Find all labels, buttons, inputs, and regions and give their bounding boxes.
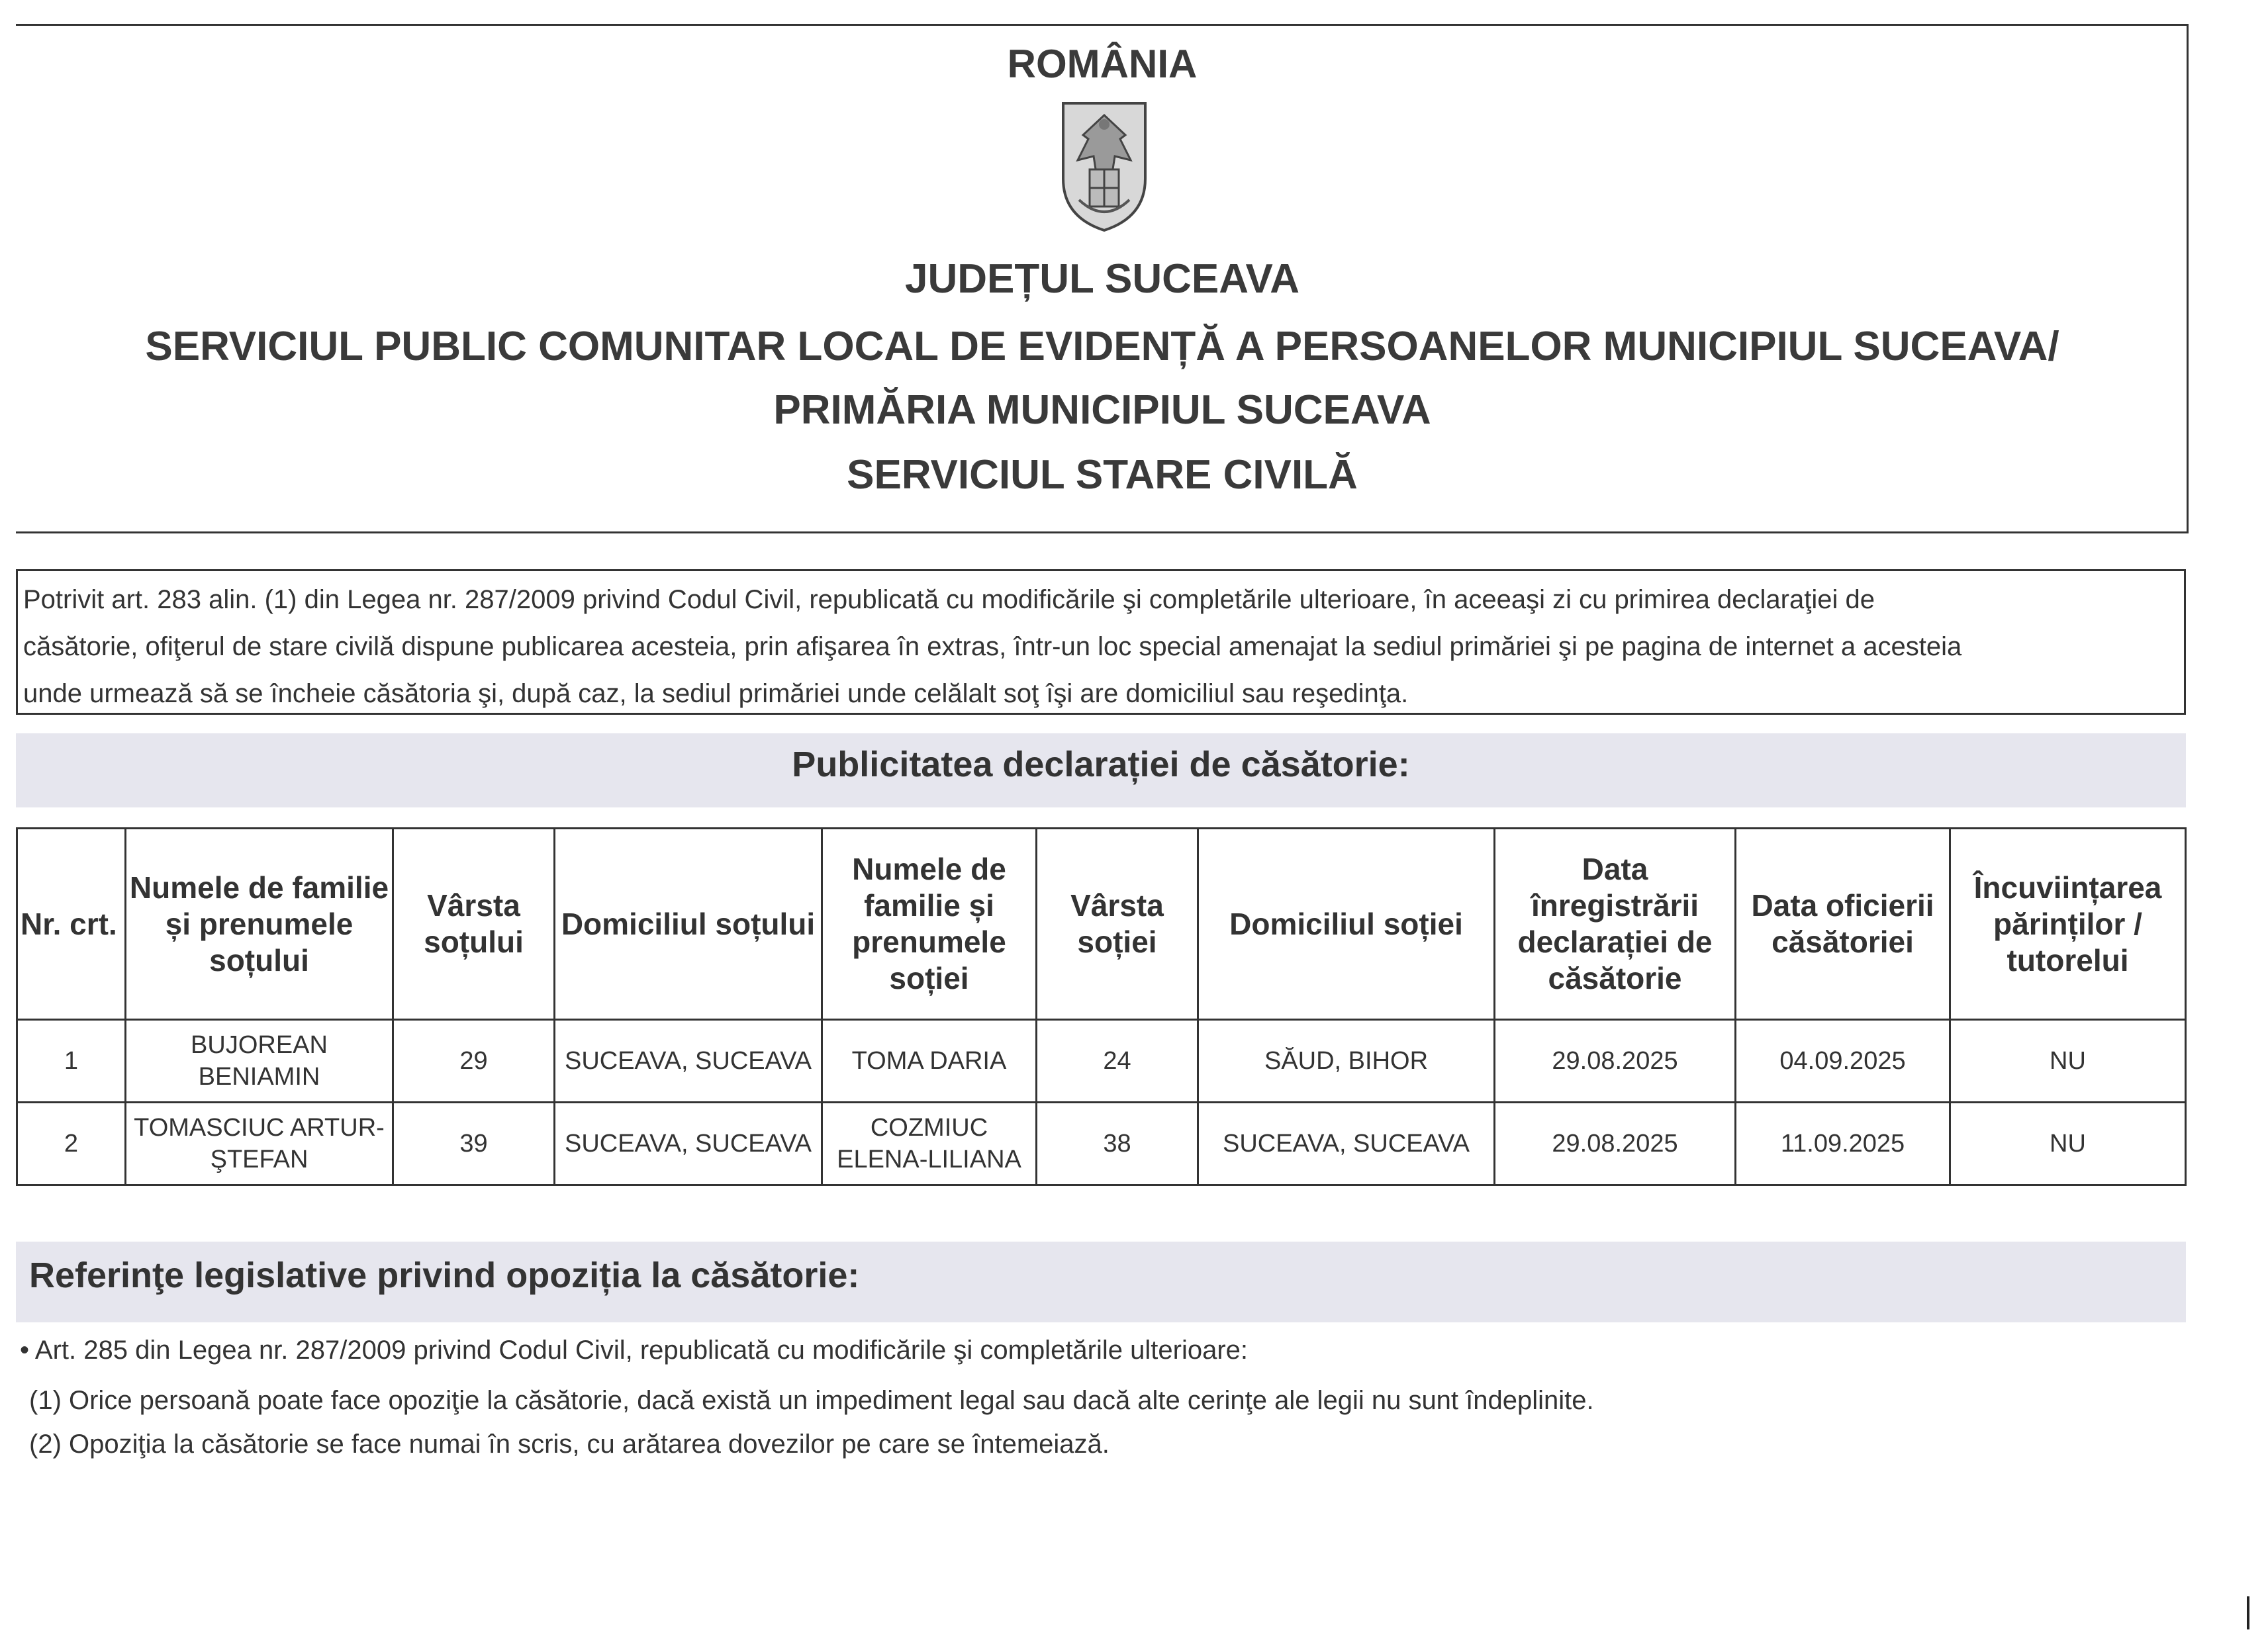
table-cell: 38 xyxy=(1037,1103,1198,1185)
table-cell: TOMASCIUC ARTUR-ŞTEFAN xyxy=(126,1103,393,1185)
legal-notice xyxy=(16,569,2186,715)
table-cell: BUJOREAN BENIAMIN xyxy=(126,1020,393,1103)
county-title: JUDEȚUL SUCEAVA xyxy=(905,256,1299,302)
table-cell: NU xyxy=(1950,1020,2186,1103)
town-hall-title: PRIMĂRIA MUNICIPIUL SUCEAVA xyxy=(773,387,1431,433)
column-header: Numele de familie și prenumele soției xyxy=(822,829,1037,1020)
references-paragraph-2: (2) Opoziţia la căsătorie se face numai în scris, cu arătarea dovezilor pe care se întemeiază. xyxy=(29,1430,1110,1459)
table-cell: TOMA DARIA xyxy=(822,1020,1037,1103)
table-header-row xyxy=(17,829,2186,1020)
coat-of-arms-icon xyxy=(1059,101,1149,233)
column-header: Domiciliul soției xyxy=(1198,829,1495,1020)
legal-notice-line: Potrivit art. 283 alin. (1) din Legea nr. 287/2009 privind Codul Civil, republicată cu modificările şi completările ulterioare, în aceeaşi zi cu primirea declaraţiei de xyxy=(23,585,1875,614)
legal-notice-line: căsătorie, ofiţerul de stare civilă dispune publicarea acesteia, prin afişarea în extras, într-un loc special amenajat la sediul primăriei şi pe pagina de internet a acesteia xyxy=(23,632,1962,661)
references-heading: Referinţe legislative privind opoziția la căsătorie: xyxy=(29,1256,860,1295)
column-header: Data oficierii căsătoriei xyxy=(1736,829,1950,1020)
legal-notice-line: unde urmează să se încheie căsătoria şi, după caz, la sediul primăriei unde celălalt soţ îşi are domiciliul sau reşedinţa. xyxy=(23,679,1409,708)
column-header: Data înregistrării declarației de căsătorie xyxy=(1495,829,1736,1020)
table-cell: NU xyxy=(1950,1103,2186,1185)
table-cell: 2 xyxy=(17,1103,126,1185)
table-cell: SUCEAVA, SUCEAVA xyxy=(1198,1103,1495,1185)
table-cell: SUCEAVA, SUCEAVA xyxy=(555,1020,822,1103)
civil-status-title: SERVICIUL STARE CIVILĂ xyxy=(847,452,1358,498)
table-cell: 29.08.2025 xyxy=(1495,1103,1736,1185)
references-intro: • Art. 285 din Legea nr. 287/2009 privind Codul Civil, republicată cu modificările şi completările ulterioare: xyxy=(20,1336,1248,1365)
table-cell: 29 xyxy=(393,1020,555,1103)
table-cell: 04.09.2025 xyxy=(1736,1020,1950,1103)
column-header: Numele de familie și prenumele soțului xyxy=(126,829,393,1020)
marriage-declarations-table xyxy=(16,827,2187,1186)
column-header: Vârsta soțului xyxy=(393,829,555,1020)
column-header: Nr. crt. xyxy=(17,829,126,1020)
publication-heading: Publicitatea declarației de căsătorie: xyxy=(792,745,1410,784)
column-header: Domiciliul soțului xyxy=(555,829,822,1020)
table-cell: SĂUD, BIHOR xyxy=(1198,1020,1495,1103)
table-cell: SUCEAVA, SUCEAVA xyxy=(555,1103,822,1185)
country-title: ROMÂNIA xyxy=(1007,42,1198,86)
table-cell: 39 xyxy=(393,1103,555,1185)
table-cell: 1 xyxy=(17,1020,126,1103)
table-cell: 29.08.2025 xyxy=(1495,1020,1736,1103)
references-paragraph-1: (1) Orice persoană poate face opoziţie la căsătorie, dacă există un impediment legal sau dacă alte cerinţe ale legii nu sunt îndeplinite. xyxy=(29,1386,1594,1415)
column-header: Încuviințarea părinților / tutorelui xyxy=(1950,829,2186,1020)
service-title: SERVICIUL PUBLIC COMUNITAR LOCAL DE EVIDENȚĂ A PERSOANELOR MUNICIPIUL SUCEAVA/ xyxy=(145,324,2059,369)
column-header: Vârsta soției xyxy=(1037,829,1198,1020)
table-cell: 24 xyxy=(1037,1020,1198,1103)
scan-edge-mark xyxy=(2247,1596,2249,1629)
table-cell: 11.09.2025 xyxy=(1736,1103,1950,1185)
table-cell: COZMIUC ELENA-LILIANA xyxy=(822,1103,1037,1185)
table-row xyxy=(17,1103,2186,1185)
table-row xyxy=(17,1020,2186,1103)
